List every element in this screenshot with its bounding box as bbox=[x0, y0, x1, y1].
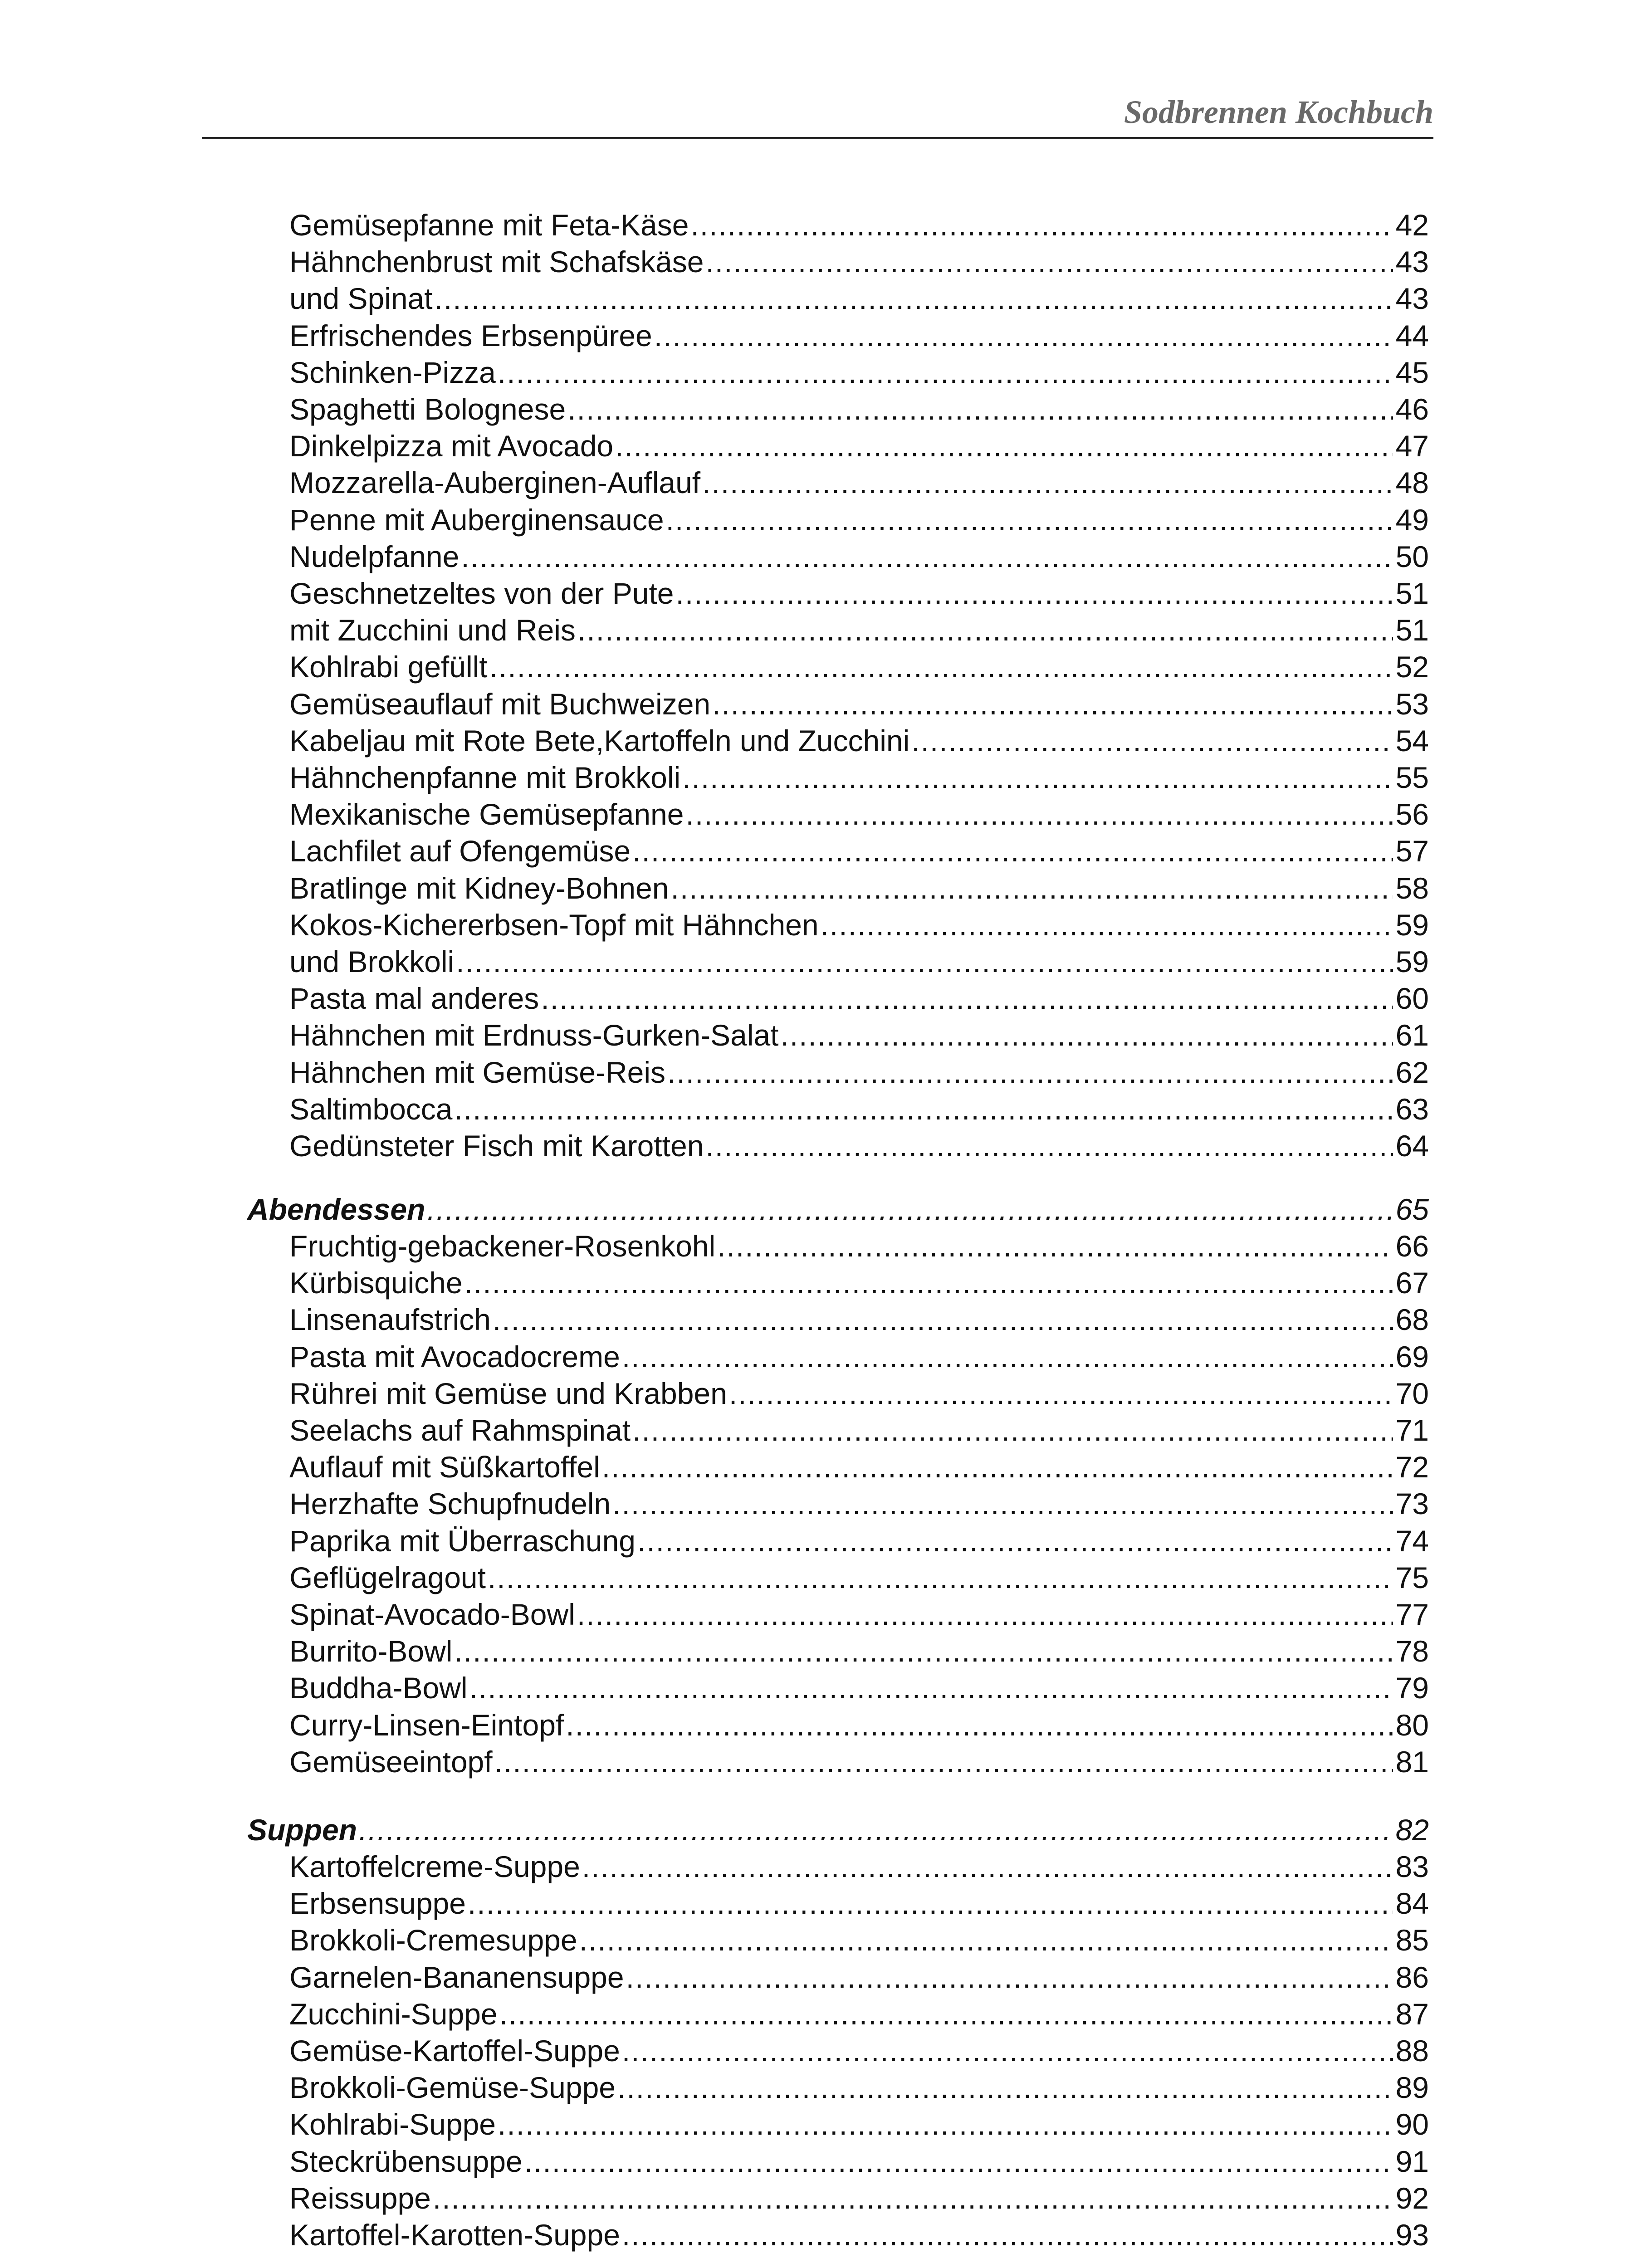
toc-dot-leader bbox=[685, 796, 1393, 833]
toc-entry-page-number: 51 bbox=[1395, 613, 1429, 647]
toc-entry-page-number: 59 bbox=[1395, 945, 1429, 978]
toc-entry-page-number: 66 bbox=[1395, 1229, 1429, 1263]
toc-entry[interactable] bbox=[289, 1995, 1429, 2033]
toc-entry-label: Saltimbocca bbox=[289, 1092, 453, 1126]
toc-entry[interactable] bbox=[289, 1017, 1429, 1054]
toc-dot-leader bbox=[427, 1191, 1393, 1228]
toc-entry-label: Kabeljau mit Rote Bete,Kartoffeln und Zucchini bbox=[289, 724, 910, 758]
toc-dot-leader bbox=[615, 427, 1393, 464]
toc-entry-label: Lachfilet auf Ofengemüse bbox=[289, 834, 631, 868]
toc-entry-label: Geschnetzeltes von der Pute bbox=[289, 577, 674, 610]
toc-dot-leader bbox=[637, 1522, 1393, 1559]
toc-entry[interactable] bbox=[289, 796, 1429, 833]
toc-entry-label: Kürbisquiche bbox=[289, 1266, 463, 1300]
toc-entry-label: Gemüseauflauf mit Buchweizen bbox=[289, 687, 711, 721]
toc-entry-page-number: 75 bbox=[1395, 1561, 1429, 1594]
toc-entry-page-number: 61 bbox=[1395, 1018, 1429, 1052]
toc-dot-leader bbox=[579, 1921, 1393, 1959]
toc-section-heading[interactable] bbox=[247, 1191, 1429, 1228]
toc-entry[interactable] bbox=[289, 1885, 1429, 1922]
toc-entry-label: Mexikanische Gemüsepfanne bbox=[289, 797, 684, 831]
toc-entry-label: Pasta mal anderes bbox=[289, 982, 539, 1015]
toc-dot-leader bbox=[499, 1995, 1393, 2033]
toc-dot-leader bbox=[541, 980, 1393, 1017]
toc-dot-leader bbox=[577, 1596, 1393, 1633]
toc-entry-label: Nudelpfanne bbox=[289, 540, 460, 573]
toc-entry[interactable] bbox=[289, 2216, 1429, 2253]
toc-entry-label: Pasta mit Avocadocreme bbox=[289, 1340, 620, 1374]
toc-entry[interactable] bbox=[289, 1596, 1429, 1633]
book-title: Sodbrennen Kochbuch bbox=[1124, 94, 1433, 130]
toc-entry-label: Kokos-Kichererbsen-Topf mit Hähnchen bbox=[289, 908, 819, 942]
toc-entry-page-number: 80 bbox=[1395, 1708, 1429, 1742]
toc-dot-leader bbox=[705, 243, 1393, 280]
toc-entry[interactable] bbox=[289, 1448, 1429, 1486]
toc-entry-page-number: 84 bbox=[1395, 1887, 1429, 1920]
toc-entry-label: Reissuppe bbox=[289, 2181, 431, 2215]
toc-entry[interactable] bbox=[289, 2180, 1429, 2217]
toc-entry-label: Rührei mit Gemüse und Krabben bbox=[289, 1377, 727, 1410]
toc-dot-leader bbox=[654, 317, 1393, 354]
toc-entry-label: Brokkoli-Cremesuppe bbox=[289, 1923, 577, 1957]
toc-entry-page-number: 69 bbox=[1395, 1340, 1429, 1374]
toc-entry[interactable] bbox=[289, 1227, 1429, 1265]
toc-dot-leader bbox=[781, 1017, 1393, 1054]
toc-dot-leader bbox=[498, 354, 1393, 391]
toc-entry-page-number: 74 bbox=[1395, 1524, 1429, 1558]
toc-entry-label: Paprika mit Überraschung bbox=[289, 1524, 636, 1558]
toc-entry[interactable] bbox=[289, 1559, 1429, 1596]
toc-entry-label: Burrito-Bowl bbox=[289, 1634, 453, 1668]
toc-entry[interactable] bbox=[289, 906, 1429, 943]
toc-entry[interactable] bbox=[289, 1338, 1429, 1375]
toc-entry-page-number: 53 bbox=[1395, 687, 1429, 721]
toc-entry[interactable] bbox=[289, 1921, 1429, 1959]
toc-entry-page-number: 68 bbox=[1395, 1303, 1429, 1336]
toc-section-page-number: 82 bbox=[1395, 1813, 1429, 1847]
toc-dot-leader bbox=[582, 1848, 1393, 1885]
toc-entry[interactable] bbox=[289, 501, 1429, 538]
toc-section-label: Suppen bbox=[247, 1813, 357, 1847]
toc-entry[interactable] bbox=[289, 1485, 1429, 1522]
toc-entry[interactable] bbox=[289, 1412, 1429, 1449]
toc-dot-leader bbox=[524, 2143, 1393, 2180]
toc-entry[interactable] bbox=[289, 280, 1429, 317]
toc-entry-page-number: 63 bbox=[1395, 1092, 1429, 1126]
toc-entry[interactable] bbox=[289, 1848, 1429, 1885]
toc-entry[interactable] bbox=[289, 1264, 1429, 1301]
toc-entry-page-number: 86 bbox=[1395, 1960, 1429, 1994]
toc-dot-leader bbox=[577, 611, 1393, 649]
toc-entry-label: Erfrischendes Erbsenpüree bbox=[289, 319, 652, 352]
toc-entry-label: Kartoffel-Karotten-Suppe bbox=[289, 2218, 620, 2252]
toc-entry[interactable] bbox=[289, 1301, 1429, 1338]
toc-dot-leader bbox=[617, 2069, 1393, 2106]
toc-entry[interactable] bbox=[289, 1706, 1429, 1744]
toc-dot-leader bbox=[602, 1448, 1393, 1486]
toc-dot-leader bbox=[632, 832, 1393, 870]
toc-entry[interactable] bbox=[289, 722, 1429, 759]
toc-dot-leader bbox=[632, 1412, 1393, 1449]
toc-dot-leader bbox=[729, 1375, 1393, 1412]
toc-entry-page-number: 81 bbox=[1395, 1745, 1429, 1779]
toc-dot-leader bbox=[461, 538, 1393, 575]
toc-dot-leader bbox=[702, 464, 1393, 501]
toc-dot-leader bbox=[622, 2032, 1393, 2069]
toc-entry[interactable] bbox=[289, 317, 1429, 354]
toc-entry-page-number: 64 bbox=[1395, 1129, 1429, 1163]
toc-entry[interactable] bbox=[289, 243, 1429, 280]
toc-entry-page-number: 50 bbox=[1395, 540, 1429, 573]
toc-entry-page-number: 56 bbox=[1395, 797, 1429, 831]
toc-entry-label: Fruchtig-gebackener-Rosenkohl bbox=[289, 1229, 716, 1263]
toc-entry-label: Bratlinge mit Kidney-Bohnen bbox=[289, 871, 669, 905]
toc-dot-leader bbox=[359, 1811, 1393, 1848]
toc-entry[interactable] bbox=[289, 1743, 1429, 1780]
toc-entry-page-number: 85 bbox=[1395, 1923, 1429, 1957]
toc-dot-leader bbox=[676, 575, 1393, 612]
toc-dot-leader bbox=[717, 1227, 1393, 1265]
toc-entry-page-number: 71 bbox=[1395, 1413, 1429, 1447]
toc-entry[interactable] bbox=[289, 464, 1429, 501]
toc-dot-leader bbox=[455, 1090, 1393, 1128]
toc-entry-page-number: 43 bbox=[1395, 245, 1429, 279]
toc-entry-label: Gedünsteter Fisch mit Karotten bbox=[289, 1129, 704, 1163]
toc-dot-leader bbox=[666, 501, 1393, 538]
toc-entry-page-number: 70 bbox=[1395, 1377, 1429, 1410]
toc-entry-page-number: 48 bbox=[1395, 466, 1429, 499]
toc-entry[interactable] bbox=[289, 1959, 1429, 1996]
toc-dot-leader bbox=[712, 685, 1393, 723]
toc-entry[interactable] bbox=[289, 870, 1429, 907]
toc-entry[interactable] bbox=[289, 538, 1429, 575]
toc-entry[interactable] bbox=[289, 943, 1429, 980]
toc-entry-label: Herzhafte Schupfnudeln bbox=[289, 1487, 611, 1520]
toc-entry[interactable] bbox=[289, 832, 1429, 870]
toc-entry-label: mit Zucchini und Reis bbox=[289, 613, 576, 647]
toc-entry-label: Auflauf mit Süßkartoffel bbox=[289, 1450, 600, 1484]
toc-entry-label: und Spinat bbox=[289, 282, 433, 315]
toc-entry-label: Hähnchenpfanne mit Brokkoli bbox=[289, 761, 681, 794]
toc-dot-leader bbox=[690, 206, 1393, 244]
toc-entry-label: Hähnchen mit Gemüse-Reis bbox=[289, 1056, 665, 1089]
toc-entry-page-number: 47 bbox=[1395, 429, 1429, 463]
toc-entry-page-number: 42 bbox=[1395, 208, 1429, 242]
toc-entry-page-number: 89 bbox=[1395, 2071, 1429, 2104]
toc-entry[interactable] bbox=[289, 1375, 1429, 1412]
toc-entry-label: Linsenaufstrich bbox=[289, 1303, 491, 1336]
toc-dot-leader bbox=[567, 391, 1393, 428]
toc-entry-page-number: 51 bbox=[1395, 577, 1429, 610]
toc-entry-page-number: 77 bbox=[1395, 1598, 1429, 1631]
toc-entry[interactable] bbox=[289, 1127, 1429, 1164]
toc-entry-label: Steckrübensuppe bbox=[289, 2145, 523, 2178]
toc-dot-leader bbox=[454, 1633, 1393, 1670]
toc-entry[interactable] bbox=[289, 575, 1429, 612]
toc-dot-leader bbox=[612, 1485, 1393, 1522]
toc-dot-leader bbox=[493, 1301, 1393, 1338]
toc-dot-leader bbox=[433, 2180, 1393, 2217]
toc-entry-page-number: 54 bbox=[1395, 724, 1429, 758]
toc-dot-leader bbox=[464, 1264, 1393, 1301]
toc-entry[interactable] bbox=[289, 1090, 1429, 1128]
toc-entry-page-number: 91 bbox=[1395, 2145, 1429, 2178]
toc-entry-label: Kartoffelcreme-Suppe bbox=[289, 1850, 580, 1883]
toc-dot-leader bbox=[682, 759, 1393, 796]
toc-entry[interactable] bbox=[289, 648, 1429, 685]
toc-entry-label: Hähnchen mit Erdnuss-Gurken-Salat bbox=[289, 1018, 779, 1052]
toc-entry[interactable] bbox=[289, 206, 1429, 244]
toc-entry-page-number: 60 bbox=[1395, 982, 1429, 1015]
toc-dot-leader bbox=[626, 1959, 1393, 1996]
toc-entry-label: Zucchini-Suppe bbox=[289, 1997, 498, 2031]
toc-entry-label: Curry-Linsen-Eintopf bbox=[289, 1708, 564, 1742]
toc-entry[interactable] bbox=[289, 2032, 1429, 2069]
toc-entry-label: Dinkelpizza mit Avocado bbox=[289, 429, 614, 463]
toc-entry-label: Garnelen-Bananensuppe bbox=[289, 1960, 624, 1994]
toc-entry[interactable] bbox=[289, 1054, 1429, 1091]
toc-entry-page-number: 90 bbox=[1395, 2107, 1429, 2141]
toc-entry-label: Seelachs auf Rahmspinat bbox=[289, 1413, 631, 1447]
toc-dot-leader bbox=[468, 1885, 1393, 1922]
toc-entry-page-number: 52 bbox=[1395, 650, 1429, 684]
toc-entry[interactable] bbox=[289, 2106, 1429, 2143]
toc-entry-label: Erbsensuppe bbox=[289, 1887, 466, 1920]
toc-entry[interactable] bbox=[289, 391, 1429, 428]
toc-entry-page-number: 93 bbox=[1395, 2218, 1429, 2252]
toc-entry-label: Gemüse-Kartoffel-Suppe bbox=[289, 2034, 620, 2068]
toc-dot-leader bbox=[622, 1338, 1393, 1375]
toc-entry[interactable] bbox=[289, 427, 1429, 464]
toc-dot-leader bbox=[911, 722, 1393, 759]
toc-dot-leader bbox=[821, 906, 1393, 943]
toc-entry-page-number: 49 bbox=[1395, 503, 1429, 537]
toc-dot-leader bbox=[670, 870, 1393, 907]
toc-entry[interactable] bbox=[289, 2069, 1429, 2106]
toc-entry-page-number: 45 bbox=[1395, 356, 1429, 389]
toc-entry-page-number: 83 bbox=[1395, 1850, 1429, 1883]
toc-dot-leader bbox=[469, 1669, 1393, 1706]
toc-entry-page-number: 62 bbox=[1395, 1056, 1429, 1089]
toc-entry-page-number: 73 bbox=[1395, 1487, 1429, 1520]
toc-entry-page-number: 44 bbox=[1395, 319, 1429, 352]
toc-entry-page-number: 55 bbox=[1395, 761, 1429, 794]
toc-entry-label: Geflügelragout bbox=[289, 1561, 486, 1594]
toc-entry[interactable] bbox=[289, 1633, 1429, 1670]
toc-entry[interactable] bbox=[289, 611, 1429, 649]
toc-entry-label: Penne mit Auberginensauce bbox=[289, 503, 664, 537]
toc-dot-leader bbox=[489, 648, 1393, 685]
toc-dot-leader bbox=[498, 2106, 1393, 2143]
toc-entry-page-number: 88 bbox=[1395, 2034, 1429, 2068]
toc-entry-label: Kohlrabi gefüllt bbox=[289, 650, 488, 684]
toc-section-heading[interactable] bbox=[247, 1811, 1429, 1848]
toc-entry[interactable] bbox=[289, 2143, 1429, 2180]
toc-entry-label: Schinken-Pizza bbox=[289, 356, 496, 389]
toc-entry-page-number: 58 bbox=[1395, 871, 1429, 905]
toc-entry-page-number: 57 bbox=[1395, 834, 1429, 868]
toc-dot-leader bbox=[667, 1054, 1393, 1091]
toc-entry[interactable] bbox=[289, 980, 1429, 1017]
toc-entry-page-number: 46 bbox=[1395, 392, 1429, 426]
toc-entry-label: Spaghetti Bolognese bbox=[289, 392, 566, 426]
toc-entry-page-number: 43 bbox=[1395, 282, 1429, 315]
toc-dot-leader bbox=[488, 1559, 1393, 1596]
toc-dot-leader bbox=[435, 280, 1393, 317]
toc-entry-label: Gemüsepfanne mit Feta-Käse bbox=[289, 208, 689, 242]
toc-dot-leader bbox=[494, 1743, 1393, 1780]
toc-entry[interactable] bbox=[289, 1669, 1429, 1706]
toc-entry-label: und Brokkoli bbox=[289, 945, 455, 978]
toc-entry-page-number: 67 bbox=[1395, 1266, 1429, 1300]
toc-entry-page-number: 87 bbox=[1395, 1997, 1429, 2031]
toc-entry-label: Spinat-Avocado-Bowl bbox=[289, 1598, 575, 1631]
toc-dot-leader bbox=[622, 2216, 1393, 2253]
toc-entry-page-number: 78 bbox=[1395, 1634, 1429, 1668]
toc-entry-page-number: 92 bbox=[1395, 2181, 1429, 2215]
toc-entry-label: Buddha-Bowl bbox=[289, 1671, 468, 1705]
toc-entry-label: Kohlrabi-Suppe bbox=[289, 2107, 496, 2141]
toc-section-page-number: 65 bbox=[1395, 1193, 1429, 1226]
toc-dot-leader bbox=[566, 1706, 1393, 1744]
toc-entry-label: Gemüseeintopf bbox=[289, 1745, 493, 1779]
toc-section-label: Abendessen bbox=[247, 1193, 425, 1226]
toc-entry-page-number: 59 bbox=[1395, 908, 1429, 942]
toc-dot-leader bbox=[705, 1127, 1393, 1164]
toc-entry[interactable] bbox=[289, 354, 1429, 391]
toc-dot-leader bbox=[456, 943, 1393, 980]
toc-entry-page-number: 72 bbox=[1395, 1450, 1429, 1484]
toc-entry-label: Hähnchenbrust mit Schafskäse bbox=[289, 245, 704, 279]
toc-entry-page-number: 79 bbox=[1395, 1671, 1429, 1705]
toc-entry[interactable] bbox=[289, 685, 1429, 723]
toc-entry[interactable] bbox=[289, 759, 1429, 796]
toc-entry-label: Brokkoli-Gemüse-Suppe bbox=[289, 2071, 616, 2104]
toc-entry-label: Mozzarella-Auberginen-Auflauf bbox=[289, 466, 701, 499]
toc-entry[interactable] bbox=[289, 1522, 1429, 1559]
